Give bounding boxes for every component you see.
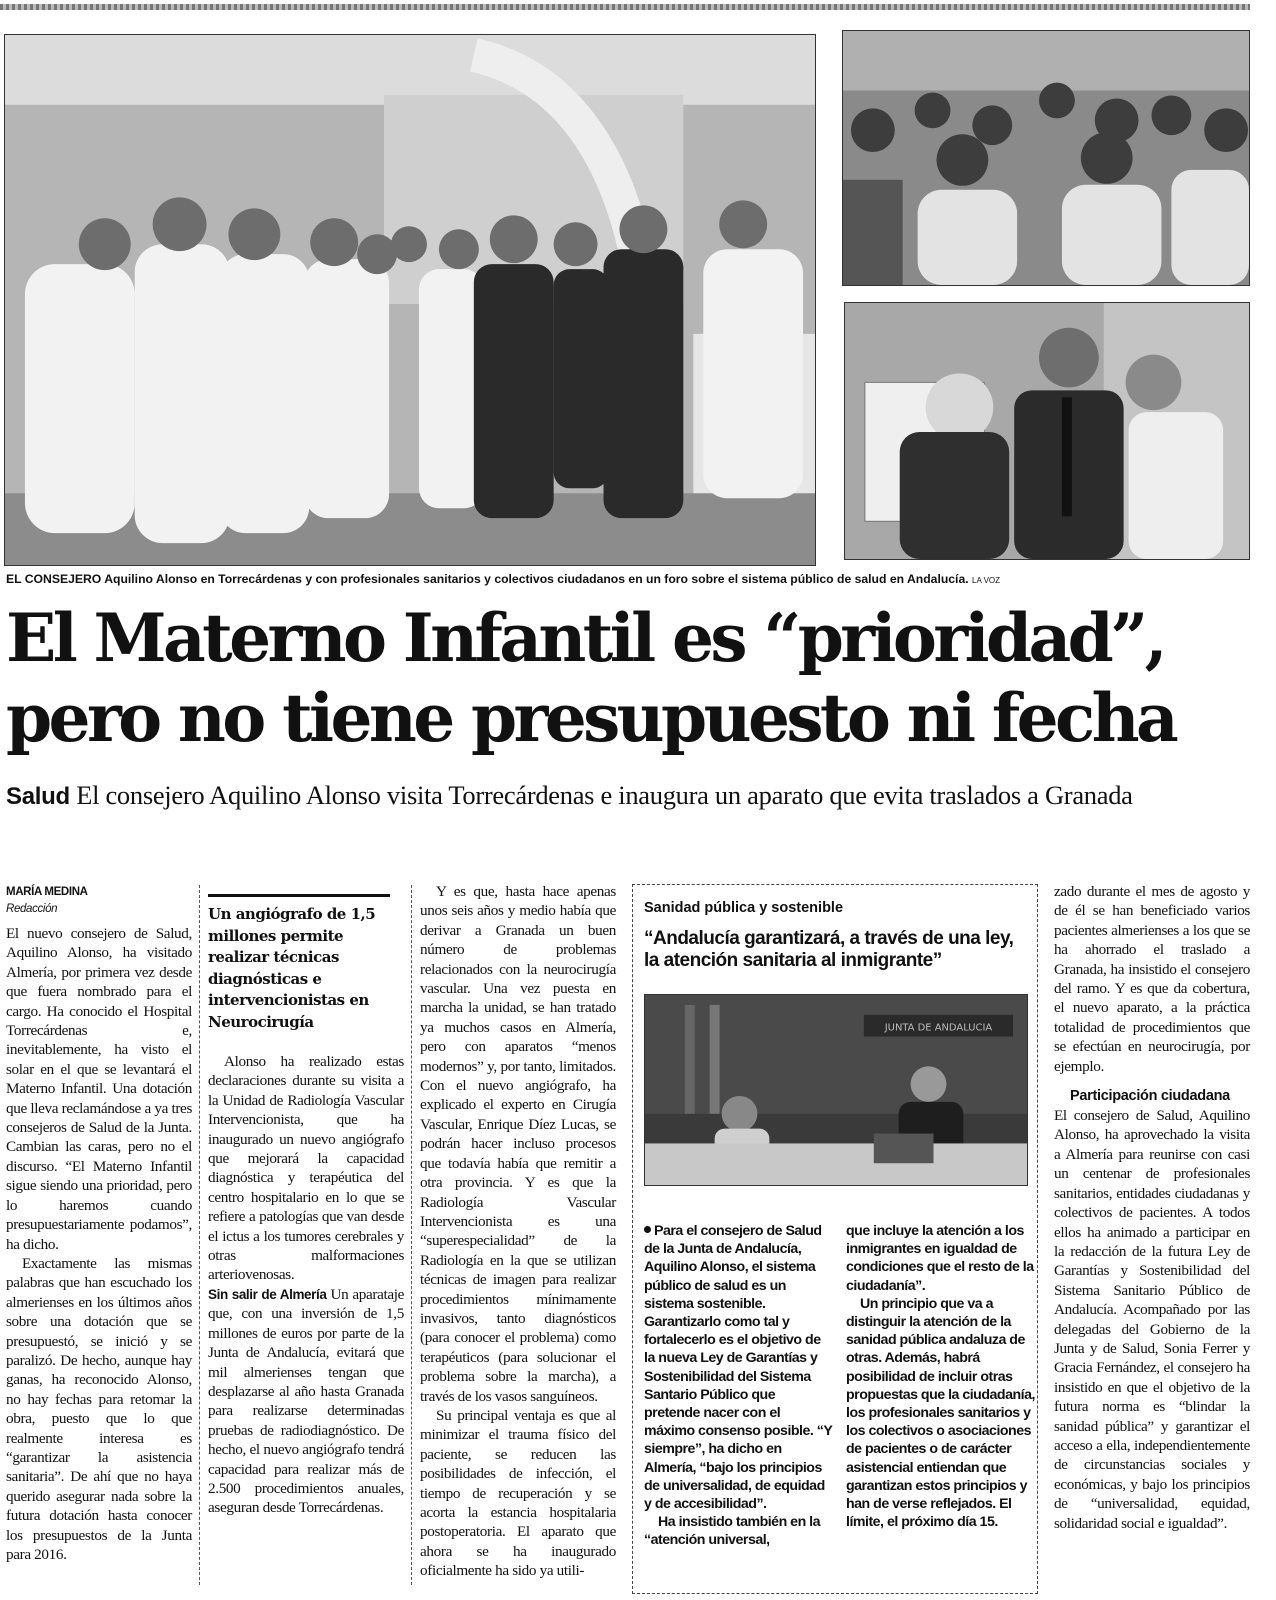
caption-credit: LA VOZ	[972, 576, 1001, 585]
paragraph: Alonso ha realizado estas declaraciones durante su visita a la Unidad de Radiología Vascular Intervencionista, que ha inaugurado un nuevo angiógrafo que mejorará la capacidad diagnóstica y terapéutica del centro hospitalario en lo que se refiere a patologías que van desde el ictus a los tumores cerebrales y otras malformaciones arteriovenosas.	[208, 1053, 404, 1284]
paragraph: zado durante el mes de agosto y de él se han beneficiado varios pacientes almerienses a los que se ha ahorrado el traslado a Granada, ha insistido el consejero del ramo. Y es que da cobertura, el nuevo aparato, a la práctica totalidad de procedimientos que se efectúan en neurocirugía, por ejemplo.	[1054, 883, 1250, 1075]
paragraph-text: Un aparataje que, con una inversión de 1,5 millones de euros por parte de la Junta de Andalucía, evitará que mil almerienses tengan que desplazarse al año hasta Granada para realizarse determinadas pruebas de radiodiagnóstico. De hecho, el nuevo angiógrafo tendrá capacidad para realizar más de 2.500 procedimientos anuales, aseguran desde Torrecárdenas.	[208, 1285, 404, 1517]
byline-author: MARÍA MEDINA	[6, 886, 88, 898]
byline-role: Redacción	[6, 903, 58, 915]
paragraph: El consejero de Salud, Aquilino Alonso, ha aprovechado la visita a Almería para reunirse con casi un centenar de profesionales sanitarios, entidades ciudadanas y colectivos de pacientes. A todos ellos ha animado a participar en la redacción de la futura Ley de Garantías y Sostenibilidad del Sistema Sanitario Público de Andalucía. Acompañado por las delegadas del Gobierno de la Junta y de Salud, Sonia Ferrer y Gracia Fernández, el consejero ha insistido en que el objetivo de la futura norma es “blindar la sanidad pública” y garantizar el acceso a ella, independientemente de circunstancias sociales y económicas, y bajo los principios de “universalidad, equidad, solidaridad social e igualdad”.	[1054, 1107, 1250, 1532]
subheadline	[6, 780, 1256, 811]
headline-line-1: El Materno Infantil es “prioridad”,	[6, 599, 1164, 677]
paragraph: Y es que, hasta hace apenas unos seis años y medio había que derivar a Granada un buen número de problemas relacionados con la neurocirugía vascular. Una vez puesta en marcha la unidad, se han tratado ya muchos casos en Almería, pero con aparatos “menos modernos” y, por tanto, limitados. Con el nuevo angiógrafo, ha explicado el experto en Cirugía Vascular, Enrique Díez Lucas, se podrán hacer incluso procesos que todavía había que remitir a otra provincia. Y es que la Radiología Vascular Intervencionista es una “superespecialidad” de la Radiología en la que se utilizan técnicas de imagen para realizar procedimientos mínimamente invasivos, tanto diagnósticos (para conocer el problema) como terapéuticos (para solucionar el problema sobre la marcha), a través de los vasos sanguíneos.	[420, 883, 616, 1405]
paragraph: Exactamente las mismas palabras que han escuchado los almerienses en los últimos años sobre una dotación que se presupuestó, se inició y se paralizó. De hecho, aunque hay ganas, ha reconocido Alonso, no hay fechas para retomar la obra, puesto que lo que realmente interesa es “garantizar la asistencia sanitaria”. De ahí que no haya querido asegurar nada sobre la futura dotación hasta conocer los presupuestos de la Junta para 2016.	[6, 1254, 192, 1563]
paragraph	[208, 1285, 404, 1518]
caption-lead: EL CONSEJERO	[6, 572, 102, 586]
group-photo-image	[5, 35, 815, 565]
section-kicker: Salud	[6, 783, 70, 810]
article-column-5	[1054, 882, 1250, 1533]
caption-text: Aquilino Alonso en Torrecárdenas y con profesionales sanitarios y colectivos ciudadanos en un foro sobre el sistema público de salud en Andalucía.	[104, 572, 969, 586]
article-column-3	[420, 882, 616, 1581]
column-divider	[411, 885, 412, 1585]
bullet-icon	[644, 1226, 651, 1233]
section-subhead: Participación ciudadana	[1070, 1088, 1230, 1105]
top-rule	[0, 4, 1250, 10]
paragraph: Su principal ventaja es que al minimizar el trauma físico del paciente, se reducen las posibilidades de infección, el tiempo de recuperación y se acorta la estancia hospitalaria postoperatoria. El aparato que ahora se ha inaugurado oficialmente ha sido ya utili-	[420, 1406, 616, 1580]
paragraph: que incluye la atención a los inmigrantes en igualdad de condiciones que el resto de la ciudadanía”.	[846, 1223, 1034, 1294]
photo-caption	[6, 572, 1246, 586]
box-kicker: Sanidad pública y sostenible	[644, 900, 844, 916]
article-column-2	[208, 1052, 404, 1518]
meeting-photo	[844, 302, 1250, 560]
press-conference-image	[645, 995, 1027, 1185]
paragraph	[644, 1222, 834, 1513]
group-photo	[4, 34, 816, 566]
box-title: “Andalucía garantizará, a través de una ley, la atención sanitaria al inmigrante”	[644, 928, 1014, 971]
press-conference-photo	[644, 994, 1028, 1186]
box-column-1	[644, 1222, 834, 1550]
column-divider	[199, 885, 200, 1585]
subheadline-text: El consejero Aquilino Alonso visita Torrecárdenas e inaugura un aparato que evita traslados a Granada	[76, 780, 1133, 810]
inline-subhead: Sin salir de Almería	[208, 1286, 327, 1302]
headline	[6, 598, 1256, 758]
paragraph: Un principio que va a distinguir la atención de la sanidad pública andaluza de otras. Además, habrá posibilidad de incluir otras propuestas que la ciudadanía, los profesionales sanitarios y los colectivos o asociaciones de pacientes o de carácter asistencial entiendan que garantizan estos principios y han de verse reflejados. El límite, el próximo día 15.	[846, 1295, 1035, 1531]
sign-text: JUNTA DE ANDALUCIA	[884, 1022, 993, 1034]
audience-photo-image	[843, 31, 1249, 285]
paragraph-text: Para el consejero de Salud de la Junta de Andalucía, Aquilino Alonso, el sistema público de salud es un sistema sostenible. Garantizarlo como tal y fortalecerlo es el objetivo de la nueva Ley de Garantías y Sostenibilidad del Sistema Santario Público que pretende nacer con el máximo consenso posible. “Y siempre”, ha dicho en Almería, “bajo los principios de universalidad, de equidad y de accesibilidad”.	[644, 1223, 833, 1513]
sidebar-heading: Un angiógrafo de 1,5 millones permite realizar técnicas diagnósticas e intervencionistas en Neurocirugía	[208, 904, 390, 1033]
paragraph: Ha insistido también en la “atención universal,	[644, 1514, 821, 1549]
headline-line-2: pero no tiene presupuesto ni fecha	[6, 679, 1176, 757]
article-column-1	[6, 884, 192, 1564]
audience-photo	[842, 30, 1250, 286]
meeting-photo-image	[845, 303, 1249, 559]
paragraph: El nuevo consejero de Salud, Aquilino Alonso, ha visitado Almería, por primera vez desde que fuera nombrado para el cargo. Ha conocido el Hospital Torrecárdenas e, inevitablemente, ha visto el solar en el que se levantará el Materno Infantil. Una dotación que lleva reclamándose a ya tres consejeros de Salud de la Junta. Cambian las caras, pero no el discurso. “El Materno Infantil sigue siendo una prioridad, pero lo haremos cuando presupuestariamente podamos”, ha dicho.	[6, 925, 192, 1253]
box-column-2	[846, 1222, 1036, 1531]
